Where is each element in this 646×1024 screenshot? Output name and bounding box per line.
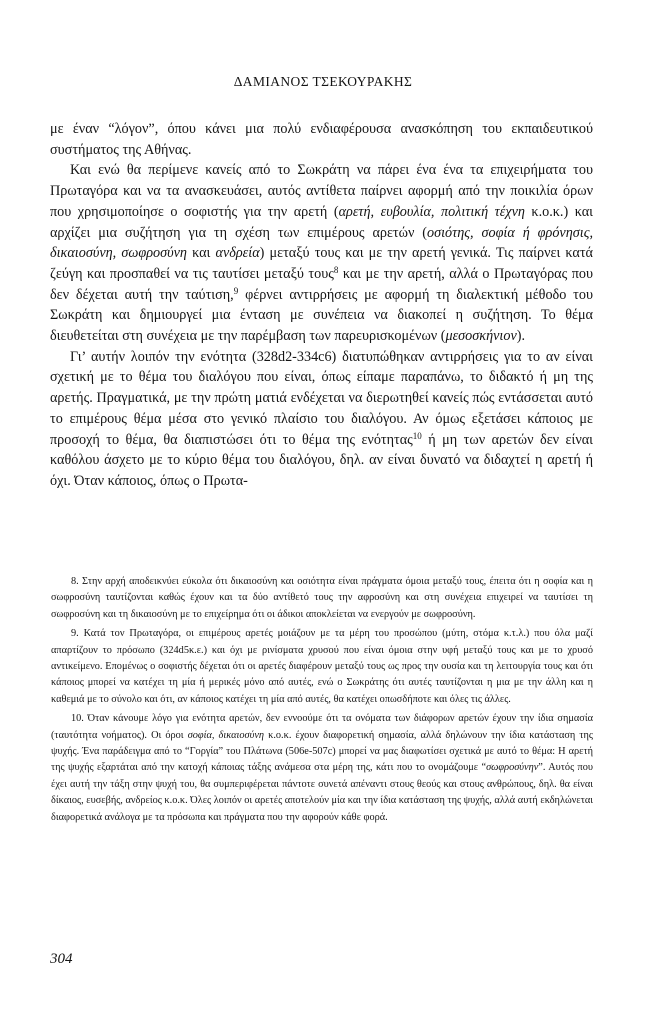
italic-term: μεσοσκήνιον <box>445 328 517 345</box>
footnote-ref-10: 10 <box>412 430 422 441</box>
footnotes <box>51 574 593 829</box>
text-run: ) μεταξύ τους και με την αρετή γενικά. Τις παίρνει κατά ζεύγη και προσπαθεί να τις ταυτίσει μεταξύ τους <box>50 245 593 282</box>
paragraph-1: με έναν “λόγον”, όπου κάνει μια πολύ ενδιαφέρουσα ανασκόπηση του εκπαιδευτικού συστήματος της Αθήνας. <box>50 121 593 158</box>
text-run: κ.ο.κ. έχουν διαφορετική σημασία, αλλά δηλώνουν την ίδια κατάσταση της ψυχής. Ένα παράδειγμα από το “Γοργία” του Πλάτωνα (506e-507c) μπορεί να μας διαφωτίσει σχετικά με αυτό το θέμα: Η αρετή της ψυχής εξαρτάται από την κατοχή κάποιας τάξης ανάμεσα στα μέρη της, κάτι που το ονομάζουμε “ <box>51 729 593 774</box>
text-run: ή μη των αρετών δεν είναι καθόλου άσχετο με το κύριο θέμα του διαλόγου, δηλ. αν είναι δυνατό να διδαχτεί η αρετή ή όχι. Όταν κάποιος, όπως ο Πρωτα- <box>50 431 594 489</box>
footnote-ref-8: 8 <box>333 264 339 275</box>
footnote-9: 9. Κατά τον Πρωταγόρα, οι επιμέρους αρετές μοιάζουν με τα μέρη του προσώπου (μύτη, στόμα κ.τ.λ.) που όλα μαζί απαρτίζουν το πρόσωπο (324d5κ.ε.) και όχι με ρινίσματα χρυσού που είναι όμοια στην υφή μεταξύ τους και με το χρυσό αντικείμενο. Επομένως ο σοφιστής δέχεται ότι οι αρετές διαφέρουν μεταξύ τους ως προς την ουσία και τη λειτουργία τους και ότι κάποιος μπορεί να κατέχει τη μία ή μερικές μόνο από αυτές, ενώ ο Σωκράτης ότι αυτές ταυτίζονται η μια με την άλλη και η καθεμιά με το σύνολο και ότι, αν κάποιος κατέχει τη μία από αυτές, θα κατέχει οπωσδήποτε και όλες τις άλλες. <box>51 628 593 705</box>
italic-term: σωφροσύνην <box>486 762 539 774</box>
paragraph-3 <box>50 347 593 492</box>
text-run: ”. Αυτός που έχει αυτή την τάξη στην ψυχή του, θα συμπεριφέρεται πάντοτε συνετά απέναντι στους θεούς και στους ανθρώπους, δηλ. θα είναι δίκαιος, ευσεβής, ανδρείος κ.ο.κ. Όλες λοιπόν οι αρετές αποτελούν μία και την ίδια κατάσταση της ψυχής, αλλά αυτή εκδηλώνεται διαφορετικά ανάλογα με τα πρόσωπα και πράγματα που την αφορούν κάθε φορά. <box>51 762 593 823</box>
footnote-10 <box>51 711 593 826</box>
body-text <box>50 119 593 492</box>
text-run: Γι’ αυτήν λοιπόν την ενότητα (328d2-334c6) διατυπώθηκαν αντιρρήσεις για το αν είναι σχετική με το θέμα του διαλόγου που είναι, όπως είπαμε παραπάνω, το διδακτό ή μη της αρετής. Πραγματικά, με την πρώτη ματιά ενδέχεται να διερωτηθεί κανείς πώς εντάσσεται αυτό το επιμέρους θέμα μέσα στο γενικό πλαίσιο του διαλόγου. Αν όμως εξετάσει κάποιος με προσοχή το θέμα, θα διαπιστώσει ότι το θέμα της ενότητας <box>50 348 593 448</box>
text-run: φέρνει αντιρρήσεις με αφορμή τη διαλεκτική μέθοδο του Σωκράτη και δημιουργεί μια ένταση με συνέπεια να διακοπεί η συζήτηση. Το θέμα διευθετείται στη συνέχεια με την παρέμβαση των παρευρισκομένων ( <box>50 286 593 345</box>
footnote-8: 8. Στην αρχή αποδεικνύει εύκολα ότι δικαιοσύνη και οσιότητα είναι πράγματα όμοια μεταξύ τους, έπειτα ότι η σοφία και η σωφροσύνη ταυτίζονται καθώς έχουν και τα δύο αντίθετό τους την αφροσύνη και στη συνέχεια επιχειρεί να ταυτίσει τη σωφροσύνη και τη δικαιοσύνη με το επιχείρημα ότι οι άδικοι αποκλείεται να ενεργούν με σωφροσύνη. <box>51 576 593 620</box>
italic-term: σοφία, δικαιοσύνη <box>187 729 265 741</box>
footnote-ref-9: 9 <box>233 285 239 296</box>
text-run: 10. Όταν κάνουμε λόγο για ενότητα αρετών, δεν εννοούμε ότι τα ονόματα των διάφορων αρετών έχουν την ίδια σημασία (ταυτότητα νοήματος). Οι όροι <box>51 713 593 741</box>
text-run: ). <box>516 328 526 345</box>
text-run: και <box>186 245 216 262</box>
text-run: και με την αρετή, αλλά ο Πρωταγόρας που δεν δέχεται αυτή την ταύτιση, <box>50 265 593 303</box>
text-run: Και ενώ θα περίμενε κανείς από το Σωκράτη να πάρει ένα ένα τα επιχειρήματα του Πρωταγόρα και να τα ανασκευάσει, αυτός αντίθετα παίρνει αφορμή από την ποικιλία όρων που χρησιμοποίησε ο σοφιστής για την αρετή ( <box>50 162 593 220</box>
paragraph-2 <box>50 160 593 346</box>
italic-term: ανδρεία <box>215 245 260 262</box>
text-run: κ.ο.κ.) και αρχίζει μια συζήτηση για τη σχέση των επιμέρους αρετών ( <box>50 203 593 241</box>
italic-term: οσιότης, σοφία ή φρόνησις, δικαιοσύνη, σωφροσύνη <box>50 224 594 262</box>
page-number: 304 <box>50 951 73 967</box>
running-header: ΔΑΜΙΑΝΟΣ ΤΣΕΚΟΥΡΑΚΗΣ <box>233 74 413 89</box>
italic-term: αρετή, ευβουλία, πολιτική τέχνη <box>338 203 525 220</box>
